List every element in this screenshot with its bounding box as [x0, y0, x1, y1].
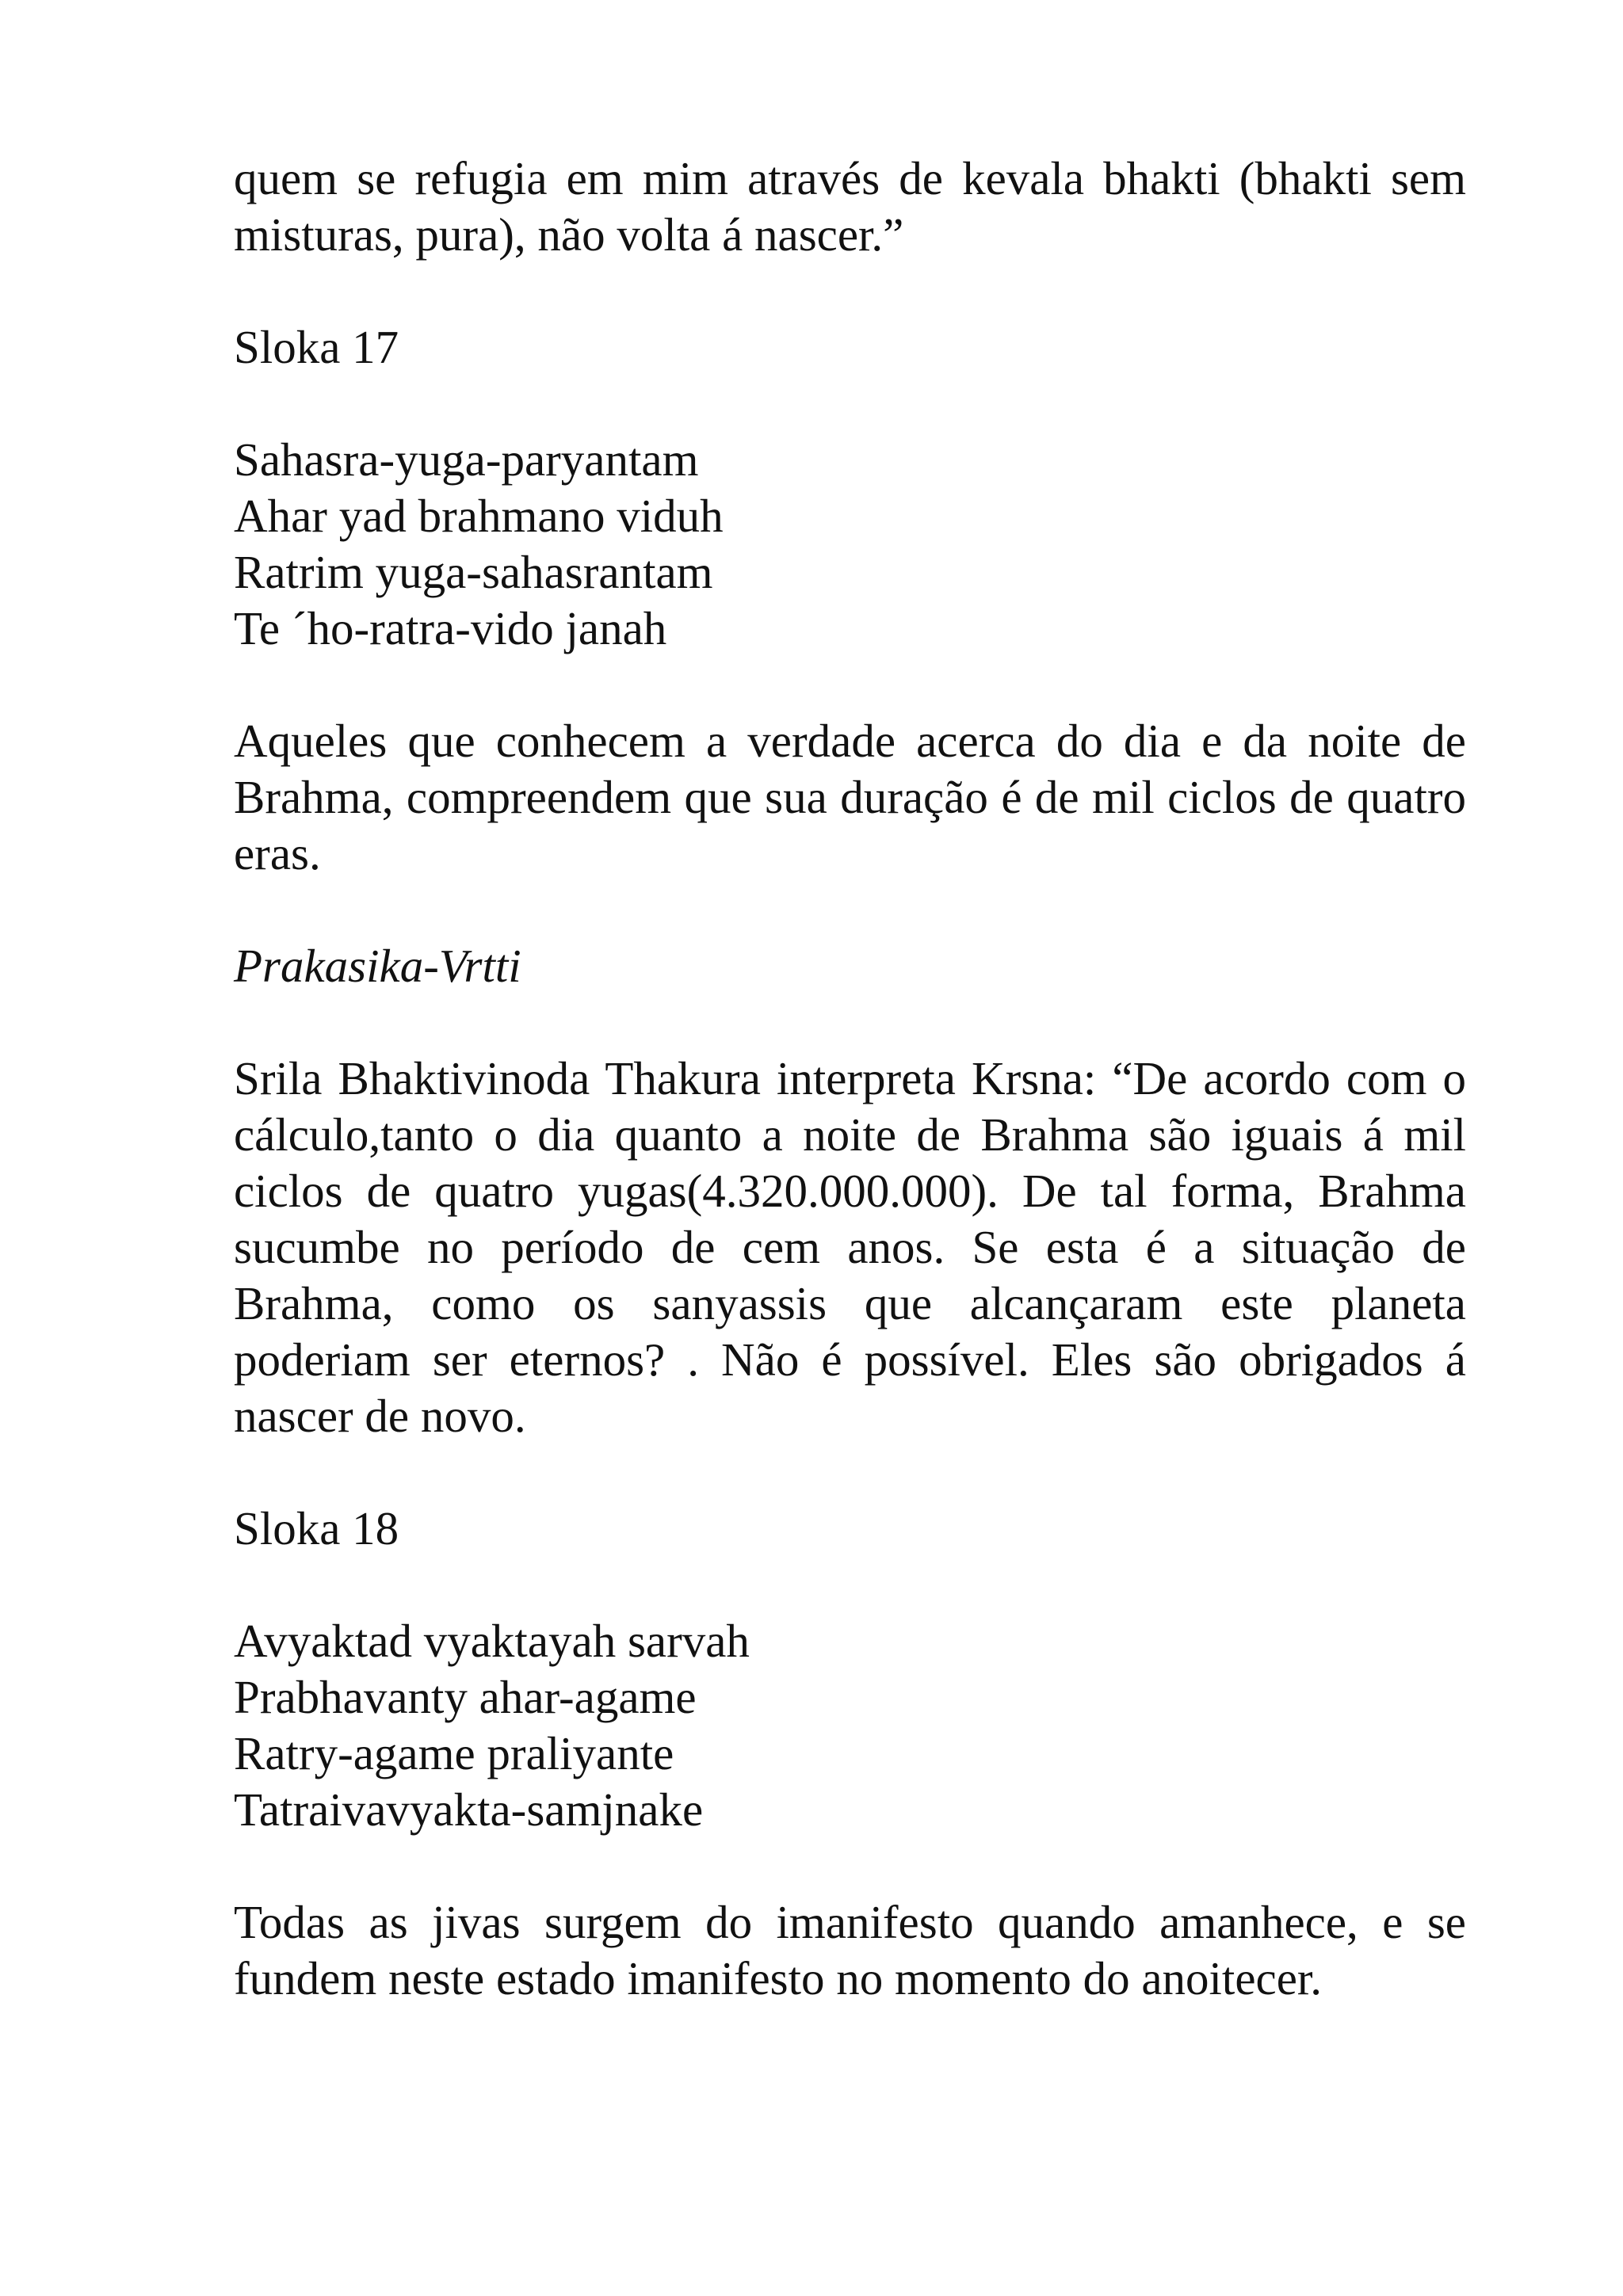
- sloka-17-verse: [234, 432, 1466, 657]
- sloka-18-heading: Sloka 18: [234, 1502, 399, 1554]
- verse-line: Ratrim yuga-sahasrantam: [234, 546, 713, 598]
- sloka-17-translation: Aqueles que conhecem a verdade acerca do dia e da noite de Brahma, compreendem que sua duração é de mil ciclos de quatro eras.: [234, 715, 1466, 879]
- commentary-paragraph: Srila Bhaktivinoda Thakura interpreta Krsna: “De acordo com o cálculo,tanto o dia quanto a noite de Brahma são iguais á mil ciclos de quatro yugas(4.320.000.000). De tal forma, Brahma sucumbe no período de cem anos. Se esta é a situação de Brahma, como os sanyassis que alcançaram este planeta poderiam ser eternos? . Não é possível. Eles são obrigados á nascer de novo.: [234, 1052, 1466, 1442]
- sloka-17-heading: Sloka 17: [234, 321, 399, 373]
- document-page: [234, 151, 1466, 2063]
- commentary-heading: Prakasika-Vrtti: [234, 940, 521, 992]
- verse-line: Tatraivavyakta-samjnake: [234, 1783, 704, 1836]
- verse-line: Sahasra-yuga-paryantam: [234, 433, 699, 486]
- verse-line: Ahar yad brahmano viduh: [234, 490, 724, 542]
- verse-line: Prabhavanty ahar-agame: [234, 1671, 697, 1723]
- sloka-18-verse: [234, 1613, 1466, 1838]
- verse-line: Ratry-agame praliyante: [234, 1727, 674, 1779]
- verse-line: Avyaktad vyaktayah sarvah: [234, 1615, 750, 1667]
- sloka-18-translation: Todas as jivas surgem do imanifesto quando amanhece, e se fundem neste estado imanifesto no momento do anoitecer.: [234, 1896, 1466, 2004]
- intro-paragraph: quem se refugia em mim através de kevala bhakti (bhakti sem misturas, pura), não volta á nascer.”: [234, 152, 1466, 261]
- verse-line: Te ´ho-ratra-vido janah: [234, 602, 667, 654]
